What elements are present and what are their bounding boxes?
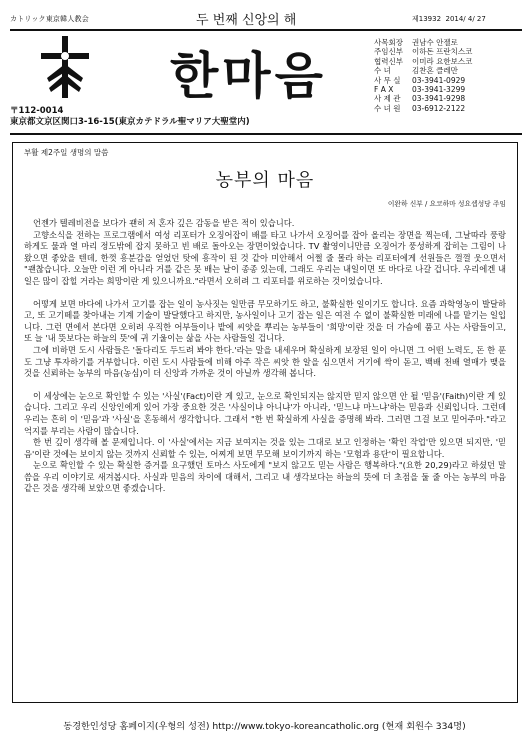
newsletter-title: 한마음 [170,46,327,105]
paragraph: 그에 비하면 도시 사람들은 '돌다리도 두드려 봐야 한다.'라는 말을 내세우며 확실하게 보장된 일이 아니면 그 어떤 노력도, 돈 한 푼도 그냥 투자하기를 거부합니다. 이런 도시 사람들에 비해 아주 작은 씨앗 한 알을 심으면서 거기에 싹이 돋고, 백배 천배 열매가 맺을 것을 신뢰하는 농부의 마음(농심)이 더 신앙과 가까운 것이 아닐까 생각해 봅니다. [24,344,506,379]
staff-role: 수 녀 원 [374,103,401,113]
staff-row [374,104,472,113]
top-divider [10,29,522,31]
paragraph: 언젠가 텔레비전을 보다가 괜히 저 혼자 깊은 감동을 받은 적이 있습니다. [33,218,295,228]
staff-directory [374,38,472,113]
postal-code: 〒112-0014 [10,106,64,116]
staff-role: 사 제 관 [374,94,401,104]
cross-logo-icon [35,34,95,100]
street-address: 東京都文京区関口3-16-15(東京カテドラル聖マリア大聖堂内) [10,117,250,127]
church-name: カトリック東京韓人教会 [10,15,89,23]
staff-role: 사 무 실 [374,75,401,85]
staff-row [374,47,472,56]
staff-role: 수 녀 [374,66,391,76]
masthead-divider [10,133,522,135]
staff-value: 이하돈 프란치스코 [412,47,473,57]
issue-number: 제13932 [412,15,442,23]
staff-value: 권남수 안젤로 [412,38,458,47]
article-box [12,142,518,703]
staff-role: F A X [374,85,394,95]
staff-value: 03-3941-9298 [412,94,466,104]
footer-text: 동경한인성당 홈페이지(우형의 성전) http://www.tokyo-koreancatholic.org (현재 회원수 334명) [63,721,466,732]
footer [0,718,529,732]
staff-value: 이미라 요한보스코 [412,56,473,66]
staff-row [374,38,472,47]
staff-value: 김찬혼 클레만 [412,66,458,76]
staff-row [374,66,472,75]
paragraph: 한 번 깊이 생각해 볼 문제입니다. 이 '사실'에서는 지금 보여지는 것을 있는 그대로 보고 인정하는 '확인 작업'만 있으면 되지만, '믿음'이란 것에는 보이지 않는 것까지 신뢰할 수 있는, 어찌게 보면 무모해 보이기까지 하는 '모험과 용단'이 필요합니다. [24,437,506,459]
staff-role: 사목회장 [374,38,403,47]
masthead [10,34,522,130]
article-byline: 이완하 신부 / 요코하마 성요셉성당 주임 [387,200,506,208]
issue-info [412,14,486,24]
article-title: 농부의 마음 [215,170,315,191]
paragraph: 이 세상에는 눈으로 확인할 수 있는 '사실'(Fact)이란 게 있고, 눈으로 확인되지는 않지만 믿지 않으면 안 될 '믿음'(Faith)이란 게 있습니다. 그리고 우리 신앙인에게 있어 가장 중요한 것은 '사실이냐 아니냐'가 아니라, '믿느냐 마느냐'하는 믿음과 신뢰입니다. 그런데 우리는 흔히 이 '믿음'과 '사실'을 혼동해서 생각합니다. 그래서 "한 번 확실하게 사실을 증명해 봐라. 그러면 그걸 보고 믿어주마."라고 억지를 부리는 사람이 많습니다. [24,390,506,436]
staff-row [374,76,472,85]
paragraph: 눈으로 확인할 수 있는 확실한 증거를 요구했던 토마스 사도에게 "보지 않고도 믿는 사람은 행복하다."(요한 20,29)라고 하셨던 말씀을 우리 이야기로 새겨봅시다. 사실과 믿음의 차이에 대해서, 그리고 내 생각보다는 하늘의 뜻에 더 초점을 둘 줄 아는 농부의 마음 같은 것을 생각해 보았으면 좋겠습니다. [24,460,506,494]
staff-row [374,57,472,66]
issue-date: 2014/ 4/ 27 [445,15,486,23]
staff-role: 협력신부 [374,56,403,66]
address-block [10,106,250,128]
staff-value: 03-3941-3299 [412,85,466,95]
staff-value: 03-3941-0929 [412,75,466,85]
paragraph: 어떻게 보면 바다에 나가서 고기를 잡는 일이 농사짓는 일만큼 무모하기도 하고, 불확실한 일이기도 합니다. 요즘 과학영농이 발달하고, 또 고기떼를 찾아내는 기계 기술이 발달했다고 하지만, 농사일이나 고기 잡는 일은 여전 수 없이 불확실한 미래에 나를 맡기는 일입니다. 그런 면에서 본다면 오히려 우직한 어부들이나 밭에 씨앗을 뿌리는 농부들이 '희망'이란 것을 더 가슴에 품고 사는 사람들이고, 또 늘 '내 뜻보다는 하늘의 뜻'에 귀 기울이는 삶을 사는 사람들일 겁니다. [24,298,506,344]
top-bar [10,8,520,28]
staff-role: 주임신부 [374,47,403,57]
series-title: 두 번째 신앙의 해 [196,13,297,28]
article-kicker: 부활 제2주일 생명의 말씀 [24,148,109,157]
paragraph: 고향소식을 전하는 프로그램에서 여성 리포터가 오징어잡이 배를 타고 나가서 오징어를 잡아 올리는 장면을 찍는데, 그날따라 풍랑하게도 물과 열 마리 정도밖에 잡지 못하고 빈 배로 돌아오는 장면이었습니다. TV 촬영이니만큼 오징어가 풍성하게 잡히는 그림이 나왔으면 좋았을 텐데, 한껏 흥분감을 얻었던 탓에 흥작이 된 것 같아 미안해서 어쩔 줄 몰라 하는 리포터에게 선원들은 껄껄 웃으면서 "괜찮습니다. 오늘만 이런 게 아니라 거를 같은 못 배는 날이 종종 있는데, 그래도 우리는 내일이면 또 바다로 나갈 겁니다. 우리에겐 내일은 많이 잡힐 거라는 희망이란 게 있으니까요."라면서 오히려 그 리포터를 위로하는 것이었습니다. [24,229,506,286]
staff-value: 03-6912-2122 [412,103,466,113]
staff-row [374,94,472,103]
article-body [24,218,506,495]
